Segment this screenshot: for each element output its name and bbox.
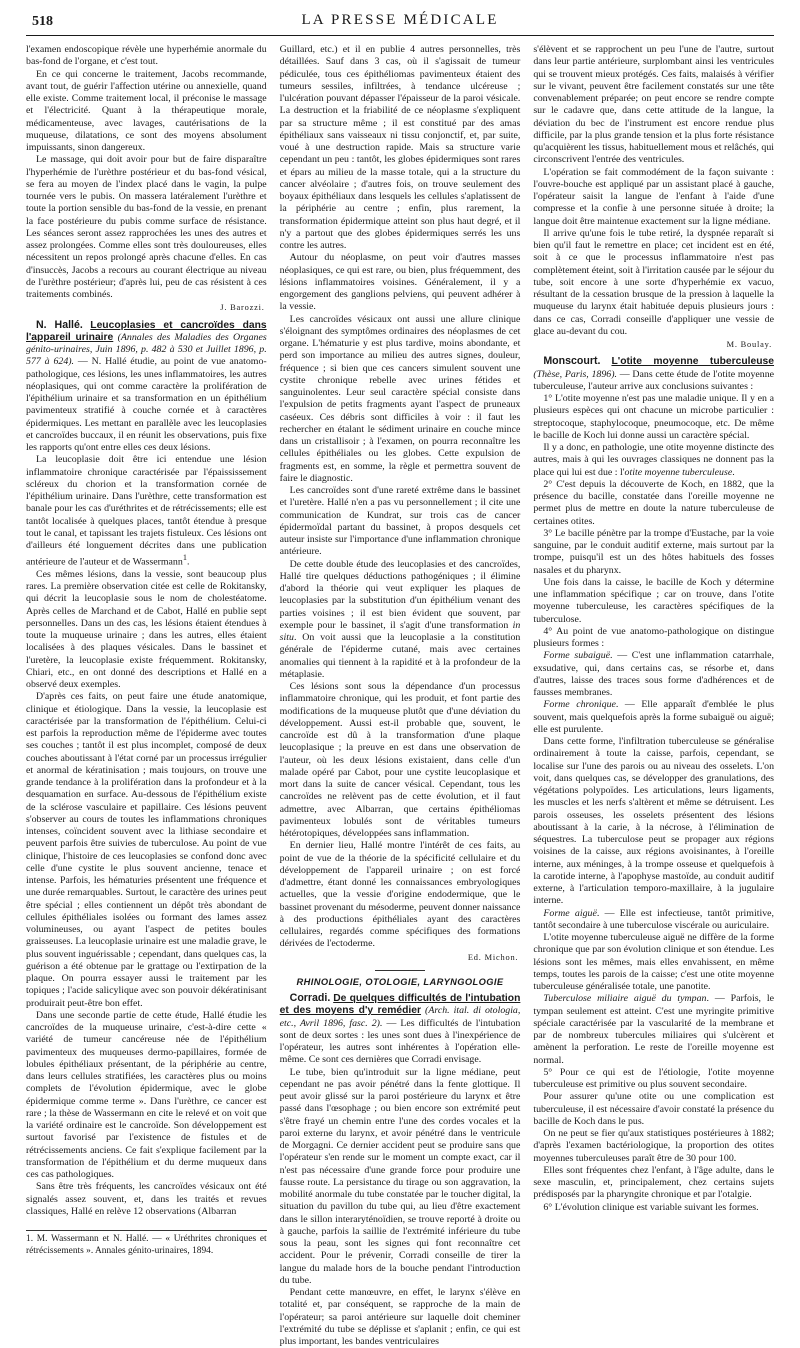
- abstract-heading-corradi: [280, 992, 521, 1067]
- paragraph-text: . — Elle est infectieuse, tantôt primitive, tantôt secondaire à une tuberculose viscérale ou auriculaire.: [533, 907, 775, 931]
- paragraph-text: . — C'est une inflammation catarrhale, exsudative, qui, dans certains cas, se résorbe et, dans d'autres, laisse des traces sous forme d'adhérences et de fausses membranes.: [533, 650, 775, 698]
- paragraph: Guillard, etc.) et il en publie 4 autres personnelles, très détaillées. Sauf dans 3 cas, où il s'agissait de tumeur pédiculée, tous ces épithéliomas pavimenteux étaient des tumeurs sessiles, infiltrées, à tendance ulcéreuse ; l'ulcération pouvant dépasser l'épaisseur de la paroi vésicale. La destruction et la friabilité de ce néoplasme s'expliquent par sa structure même ; il est constitué par des amas épithéliaux sans vaisseaux ni tissu conjonctif, et, par suite, voué à une destruction rapide. Mais sa structure varie cependant un peu : tantôt, les globes épidermiques sont rares et épars au milieu de la masse totale, qui a la structure du cancer alvéolaire ; d'autres fois, on trouve seulement des boyaux épithéliaux dans lesquels les cellules s'aplatissent de la périphérie au centre ; enfin, plus rarement, la transformation épidermique atteint son plus haut degré, et il n'y a partout que des globes épidermiques serrés les uns contre les autres.: [279, 44, 521, 251]
- paragraph: Elles sont fréquentes chez l'enfant, à l'âge adulte, dans le sexe masculin, et, principalement, chez certains sujets prédisposés par la pharyngite chronique et par l'otalgie.: [533, 1164, 775, 1201]
- abstract-text: — N. Hallé étudie, au point de vue anatomo-pathologique, ces lésions, les unes inflammatoires, les autres néoplasiques, qui ont comme caractère la prolifération de l'épithélium urinaire et sa transformation en un épithélium pavimenteux stratifié à couche cornée et à caractères épidermiques. Les mettant en parallèle avec les leucoplasies et cancroïdes buccaux, il en réunit les observations, puis fixe les rapports qu'ont entre elles ces deux lésions.: [26, 356, 267, 453]
- footnote: 1. M. Wassermann et N. Hallé. — « Uréthrites chroniques et rétrécissements ». Annales génito-urinaires, 1894.: [26, 1230, 267, 1257]
- paragraph-text: . On voit aussi que la leucoplasie a la constitution générale de l'épiderme cutané, mais avec certaines anomalies qui tiennent à la rapidité et à la profondeur de la métaplasie.: [279, 632, 521, 680]
- paragraph: Les cancroïdes vésicaux ont aussi une allure clinique s'éloignant des symptômes ordinaires des néoplasmes de cet organe. L'hématurie y est plus tardive, moins abondante, et perd son importance au milieu des autres signes, douleur, fréquence ; si bien que ces cancers simulent souvent une cystite chronique rebelle avec urines fétides et sanguinolentes. Leur seul caractère spécial consiste dans l'expulsion de petits fragments ayant l'aspect de pruneaux caséeux. Ces débris sont difficiles à voir : il faut les rechercher en étalant le sédiment urinaire en couche mince dans un cristallisoir ; à l'examen, on pourra reconnaître les cellules épithéliales ou les globes. Cette expulsion de fragments est, en somme, la règle et permettra souvent de faire le diagnostic.: [279, 313, 521, 484]
- paragraph: En dernier lieu, Hallé montre l'intérêt de ces faits, au point de vue de la théorie de la spécificité cellulaire et du développement de l'appareil urinaire ; on est forcé d'admettre, étant donné les connaissances embryologiques actuelles, que la vessie d'origine endodermique, que le bassinet provenant du mésoderme, peuvent donner naissance à des productions épithéliales ayant des caractères cellulaires, regardés comme spécifiques des formations dérivées de l'ectoderme.: [279, 840, 521, 950]
- column-1: [26, 44, 267, 1256]
- italic-term: Forme chronique: [543, 699, 616, 711]
- paragraph-text: Il y a donc, en pathologie, une otite moyenne distincte des autres, mais à qui les ouvrages classiques ne donnent pas la place qui lui est due : l': [533, 442, 775, 478]
- column-3: [533, 44, 775, 1213]
- paragraph: Sans être très fréquents, les cancroïdes vésicaux ont été signalés assez souvent, et, dans les traités et revues classiques, Hallé en relève 12 observations (Albarran: [26, 1181, 267, 1217]
- paragraph-text: .: [732, 466, 735, 478]
- italic-term: Forme aiguë: [543, 907, 597, 919]
- paragraph: Le tube, bien qu'introduit sur la ligne médiane, peut cependant ne pas avoir pénétré dans la fente glottique. Il peut avoir glissé sur la paroi postérieure du larynx et être passé dans l'œsophage ; ou bien encore son extrémité peut s'être frayé un chemin entre l'une des cordes vocales et la paroi externe du larynx, et avoir pénétré dans le ventricule de Morgagni. Ce dernier accident peut se produire sans que l'opérateur s'en rende sur le moment un compte exact, car il n'est pas nécessaire d'une grande force pour produire une fausse route. La persistance du tirage ou son aggravation, la mobilité anormale du tube constatée par le toucher digital, la situation du pavillon du tube qui, au lieu d'être exactement dans le sillon interaryténoïdien, se trouve reporté à droite ou à gauche, parfois la saillie de l'extrémité inférieure du tube sous la peau, sont les signes qui font reconnaître cet accident. Pour le prévenir, Corradi conseille de tirer la langue du malade hors de la bouche pendant l'introduction du tube.: [279, 1066, 521, 1286]
- paragraph: En ce qui concerne le traitement, Jacobs recommande, avant tout, de guérir l'affection utérine ou annexielle, quand elle existe. Comme traitement local, il préconise le massage et l'électricité. Quant à la thérapeutique morale, médicamenteuse, avec lavages, cautérisations de la muqueuse, dilatations, ce sont des moyens absolument impuissants, sinon dangereux.: [26, 68, 267, 153]
- abstract-reference: (Annales des Maladies des Organes génito-urinaires, Juin 1896, p. 482 à 530 et Juillet 1896, p. 577 à 624).: [26, 331, 267, 368]
- abstract-author: Corradi.: [289, 992, 331, 1004]
- paragraph: L'opération se fait commodément de la façon suivante : l'ouvre-bouche est appliqué par un assistant placé à gauche, l'opérateur saisit la langue de l'enfant à l'aide d'une compresse et la confie à une personne située à droite; la langue doit être maintenue exactement sur la ligne médiane.: [533, 166, 775, 227]
- abstract-title: Leucoplasies et cancroïdes dans l'appareil urinaire: [26, 319, 267, 343]
- paragraph: [533, 699, 774, 736]
- italic-term: otite moyenne tuberculeuse: [624, 466, 733, 478]
- paragraph-text: . — Elle apparaît d'emblée le plus souvent, mais quelquefois après la forme subaiguë ou aiguë; elle est purulente.: [533, 699, 775, 735]
- abstract-reference: (Arch. ital. di otologia, etc., Avril 1896, fasc. 2).: [279, 1005, 521, 1029]
- paragraph: Il arrive qu'une fois le tube retiré, la dyspnée reparaît si bien qu'il faut le remettre en place; cet incident est en été, soit à ce que le processus inflammatoire n'est pas complètement éteint, soit à l'irritation causée par le séjour du tube, soit encore à une sorte d'hyperhémie ex vacuo, résultant de la cessation brusque de la pression à laquelle la muqueuse du larynx était habituée depuis plusieurs jours : dans ce cas, Corradi conseille d'appliquer une vessie de glace au-devant du cou.: [533, 227, 775, 337]
- paragraph: Les cancroïdes sont d'une rareté extrême dans le bassinet et l'uretère. Hallé n'en a pas vu personnellement ; il cite une communication de Kundrat, sur trois cas de cancer épidermoïdal partant du bassinet, à propos desquels cet auteur insiste sur l'importance d'une inflammation chronique antérieure.: [279, 485, 521, 558]
- paragraph: s'élèvent et se rapprochent un peu l'une de l'autre, surtout dans leur partie antérieure, surplombant ainsi les ventricules qui se trouvent mieux protégés. Ces faits, malaisés à vérifier sur le vivant, peuvent être facilement constatés sur une tête convenablement préparée; on peut encore se rendre compte sur le cadavre que, dans cette attitude de la langue, la déviation du bec de l'instrument est encore rendue plus difficile, par la plus grande tension et la plus forte résistance qu'acquièrent les tissus, habituellement mous et relâchés, qui circonscrivent l'entrée des ventricules.: [533, 44, 775, 166]
- article-columns: [26, 44, 775, 1347]
- paragraph: Le massage, qui doit avoir pour but de faire disparaître l'hyperhémie de l'urèthre postérieur et du bas-fond vésical, se fera au moyen de l'index placé dans le vagin, la pulpe tournée vers le pubis. On massera latéralement l'urèthre et toute la portion sensible du bas-fond de la vessie, en prenant la face postérieure du pubis comme surface de résistance. Les séances seront assez rapprochées les unes des autres et assez prolongées. Comme elles sont très douloureuses, elles nécessitent un repos prolongé après chacune d'elles. En cas d'insuccès, Jacobs a recours au courant électrique au niveau de l'urèthre postérieur; d'après lui, peu de cas résistent à ces traitements combinés.: [26, 154, 267, 300]
- paragraph: Dans cette forme, l'infiltration tuberculeuse se généralise ordinairement à toute la caisse, parfois, cependant, se localise sur l'une des parois ou au niveau des osselets. L'on voit, dans quelques cas, se développer des granulations, des végétations polypoïdes. Les articulations, leurs ligaments, les muscles et les nerfs s'altèrent et même se détruisent. Les parois osseuses, les osselets présentent des lésions aboutissant à la carie, à la nécrose, à l'élimination de séquestres. La tuberculose peut se propager aux régions voisines de la caisse, aux régions avoisinantes, à l'oreille interne, aux méninges, à la trompe osseuse et quelquefois à la carotide interne, à l'apophyse mastoïde, au conduit auditif externe, à l'articulation temporo-maxillaire, à la jugulaire interne.: [533, 736, 775, 907]
- paragraph: Une fois dans la caisse, le bacille de Koch y détermine une inflammation spécifique ; car on trouve, dans l'otite moyenne tuberculeuse, les caractères spécifiques de la tuberculose.: [533, 576, 775, 625]
- abstract-reference: (Thèse, Paris, 1896).: [533, 368, 618, 380]
- paragraph: [533, 908, 774, 933]
- author-signature: M. Boulay.: [726, 340, 773, 349]
- italic-term: in situ: [279, 619, 521, 643]
- paragraph: Autour du néoplasme, on peut voir d'autres masses néoplasiques, ce qui est rare, ou bien, plus fréquemment, des lésions inflammatoires voisines. Généralement, il y a engorgement des ganglions pelviens, qui peuvent adhérer à la vessie.: [279, 252, 521, 313]
- paragraph: Ces lésions sont sous la dépendance d'un processus inflammatoire chronique, qui les produit, et font partie des modifications de la muqueuse plutôt que d'une déviation du développement. Aussi est-il probable que, souvent, le cancroïde est dû à la transformation d'une plaque leucoplasique ; la preuve en est dans une observation de l'auteur, où les deux lésions existaient, dans celle d'un malade opéré par Cabot, pour une cystite leucoplasique et mort dans la suite de cancer vésical. Cependant, tous les cancroïdes ne relèvent pas de cette évolution, et il faut admettre, avec Albarran, que certains épithéliomas pavimenteux lobulés sont de véritables tumeurs hétérotopiques, développées sans inflammation.: [279, 681, 521, 839]
- paragraph: 2° C'est depuis la découverte de Koch, en 1882, que la présence du bacille, constatée dans l'oreille moyenne ne permet plus de mettre en doute la nature tuberculeuse de certaines otites.: [533, 478, 775, 527]
- abstract-text: — Les difficultés de l'intubation sont de deux sortes : les unes sont dues à l'inexpérience de l'opérateur, les autres sont inhérentes à l'opération elle-même. Ce sont ces dernières que Corradi envisage.: [279, 1017, 521, 1066]
- paragraph: Pendant cette manœuvre, en effet, le larynx s'élève en totalité et, par conséquent, se rapproche de la main de l'opérateur; sa paroi antérieure sur laquelle doit cheminer l'extrémité du tube se déplisse et s'aplanit ; enfin, ce qui est plus important, les bandes ventriculaires: [279, 1287, 521, 1347]
- paragraph-text: La leucoplasie doit être ici entendue une lésion inflammatoire chronique caractérisée par l'épaississement scléreux du chorion et la transformation cornée de l'épithélium urinaire. Dans l'urèthre, cette transformation est banale pour les cas d'uréthrites et de rétrécissements; elle est tantôt localisée à quelques places, tantôt étendue à presque tout le canal, et tapissant les trajets fistuleux. Ces lésions ont d'ailleurs été longuement décrites dans une publication antérieure de l'auteur et de Wassermann: [26, 454, 267, 568]
- paragraph: 5° Pour ce qui est de l'étiologie, l'otite moyenne tuberculeuse est primitive ou plus souvent secondaire.: [533, 1066, 775, 1090]
- page-header: [26, 0, 774, 36]
- abstract-heading-monscourt: [533, 355, 774, 393]
- paragraph-text: De cette double étude des leucoplasies et des cancroïdes, Hallé tire quelques déductions pathogéniques ; il élimine d'abord la théorie qui veut expliquer les plaques de leucoplasies par la substitution d'un épithélium venant des parties voisines ; il est bien évident que souvent, par exemple pour le bassinet, il s'agit d'une transformation: [279, 558, 521, 631]
- footnote-marker: 1: [182, 553, 187, 563]
- paragraph: L'otite moyenne tuberculeuse aiguë ne diffère de la forme chronique que par son évolution clinique et son étendue. Les lésions sont les mêmes, mais elles envahissent, en même temps, toutes les parois de la caisse; c'est une otite moyenne tuberculeuse généralisée totale, une panotite.: [533, 932, 775, 992]
- paragraph: 1° L'otite moyenne n'est pas une maladie unique. Il y en a plusieurs espèces qui ont chacune un microbe particulier : streptocoque, staphylocoque, pneumocoque, etc. De même le bacille de Koch lui donne aussi un caractère spécial.: [533, 393, 775, 441]
- paragraph: On ne peut se fier qu'aux statistiques postérieures à 1882; d'après l'examen bactériologique, la proportion des otites moyennes tuberculeuses paraît être de 30 pour 100.: [533, 1128, 775, 1164]
- paragraph: La leucoplasie doit être ici entendue une lésion inflammatoire chronique caractérisée par l'épaississement scléreux du chorion et la transformation cornée de l'épithélium urinaire. Dans l'urèthre, cette transformation est banale pour les cas d'uréthrites et de rétrécissements; elle est tantôt localisée à quelques places, tantôt étendue à presque tout le canal, et tapissant les trajets fistuleux. Ces lésions ont d'ailleurs été longuement décrites dans une publication antérieure de l'auteur et de Wassermann$^1$.: [26, 454, 267, 568]
- column-2: [279, 44, 521, 1347]
- paragraph: l'examen endoscopique révèle une hyperhémie anormale du bas-fond de l'organe, et c'est tout.: [26, 44, 267, 68]
- author-signature: J. Barozzi.: [220, 303, 265, 313]
- journal-title: LA PRESSE MÉDICALE: [301, 12, 499, 28]
- paragraph: D'après ces faits, on peut faire une étude anatomique, clinique et étiologique. Dans la vessie, la leucoplasie est caractérisée par la transformation de l'épithélium. Celui-ci est parfois la reproduction même de l'épiderme avec toutes ses couches ; tantôt il est plus incomplet, composé de deux couches aboutissant à l'état corné par un processus irrégulier et anormal de kératinisation ; mais toujours, on trouve une grande tendance à la prolifération dans la profondeur et à la desquamation en surface. Au-dessous de l'épithélium existe de la sclérose vasculaire et papillaire. Ces lésions peuvent s'observer au cours de toutes les inflammations chroniques intenses, coïncident souvent avec la lithiase secondaire et peuvent parfois être suivies de tuberculose. Au point de vue clinique, l'histoire de ces leucoplasies se confond donc avec celle d'une cystite le plus souvent ancienne, tenace et intense. Parfois, les hématuries présentent une fréquence et une durée remarquables. Surtout, le caractère des urines peut être spécial ; elles contiennent un dépôt très abondant de cellules épithéliales isolées ou formant des lames assez volumineuses, ou ayant l'aspect de petites boules graisseuses. La leucoplasie urinaire est une maladie grave, le plus souvent inguérissable ; cependant, dans quelques cas, la guérison a été obtenue par le grattage ou l'extirpation de la plaque. On pourra essayer aussi le traitement par les topiques ; l'acide salicylique avec son pouvoir dékératinisant produirait peut-être bon effet.: [26, 691, 267, 1009]
- page-number: 518: [32, 14, 53, 29]
- paragraph: [533, 442, 774, 479]
- abstract-title: De quelques difficultés de l'intubation et des moyens d'y remédier: [279, 993, 521, 1017]
- section-heading: RHINOLOGIE, OTOLOGIE, LARYNGOLOGIE: [280, 970, 521, 988]
- paragraph: [533, 650, 774, 699]
- abstract-author: Monscourt.: [543, 355, 601, 368]
- abstract-text: — Dans cette étude de l'otite moyenne tuberculeuse, l'auteur arrive aux conclusions suivantes :: [533, 368, 775, 392]
- abstract-heading-halle: [26, 319, 267, 455]
- paragraph: [533, 993, 774, 1067]
- paragraph: Pour assurer qu'une otite ou une complication est tuberculeuse, il est nécessaire d'avoir constaté la présence du bacille de Koch dans le pus.: [533, 1091, 775, 1127]
- paragraph: Dans une seconde partie de cette étude, Hallé étudie les cancroïdes de la muqueuse urinaire, c'est-à-dire cette « variété de tumeur cancéreuse née de l'épithélium pavimenteux des muqueuses dermo-papillaires, formée de lobules épithéliaux présentant, de la périphérie au centre, dans leurs cellules stratifiées, les caractères plus ou moins complets de l'évolution épidermique, avec le globe épidermique comme terme ». Dans l'urèthre, ce cancer est rare ; la thèse de Wassermann en cite le relevé et on voit que la variété ordinaire est le cancroïde. Son développement est surtout favorisé par l'existence de fistules et de rétrécissements anciens. Ce fait s'explique facilement par la transformation de l'épithélium et du derme muqueux dans ces cas pathologiques.: [26, 1009, 267, 1181]
- italic-term: Forme subaiguë: [543, 650, 611, 662]
- paragraph: [280, 559, 521, 682]
- paragraph: 3° Le bacille pénètre par la trompe d'Eustache, par la voie sanguine, par le conduit auditif externe, mais surtout par la trompe, puisqu'il est un des hôtes habituels des fosses nasales et du pharynx.: [533, 527, 775, 576]
- paragraph: 4° Au point de vue anatomo-pathologique on distingue plusieurs formes :: [533, 625, 775, 649]
- italic-term: Tuberculose miliaire aiguë du tympan: [543, 993, 707, 1005]
- abstract-author: N. Hallé.: [36, 318, 83, 331]
- paragraph: Ces mêmes lésions, dans la vessie, sont beaucoup plus rares. La première observation citée est celle de Rokitansky, qui décrit la leucoplasie sous le nom de cholestéatome. Après celles de Marchand et de Cabot, Hallé en publie sept personnelles. Dans un des cas, les lésions étaient étendues à toute la muqueuse urinaire ; dans les autres, elles étaient localisées à des plaques vésicales. Dans le bassinet et l'uretère, la leucoplasie existe fréquemment. Rokitansky, Chiari, etc., en ont donné des descriptions et Hallé en a observé deux exemples.: [26, 568, 267, 691]
- abstract-title: L'otite moyenne tuberculeuse: [611, 356, 775, 368]
- paragraph: 6° L'évolution clinique est variable suivant les formes.: [543, 1201, 759, 1213]
- paragraph-text: . — Parfois, le tympan seulement est atteint. C'est une myringite primitive spéciale caractérisée par la vascularité de la membrane et par de nombreux tubercules miliaires qui s'ulcèrent et amènent la perforation. Le reste de l'oreille moyenne est normal.: [533, 993, 775, 1066]
- author-signature: Ed. Michon.: [467, 952, 519, 962]
